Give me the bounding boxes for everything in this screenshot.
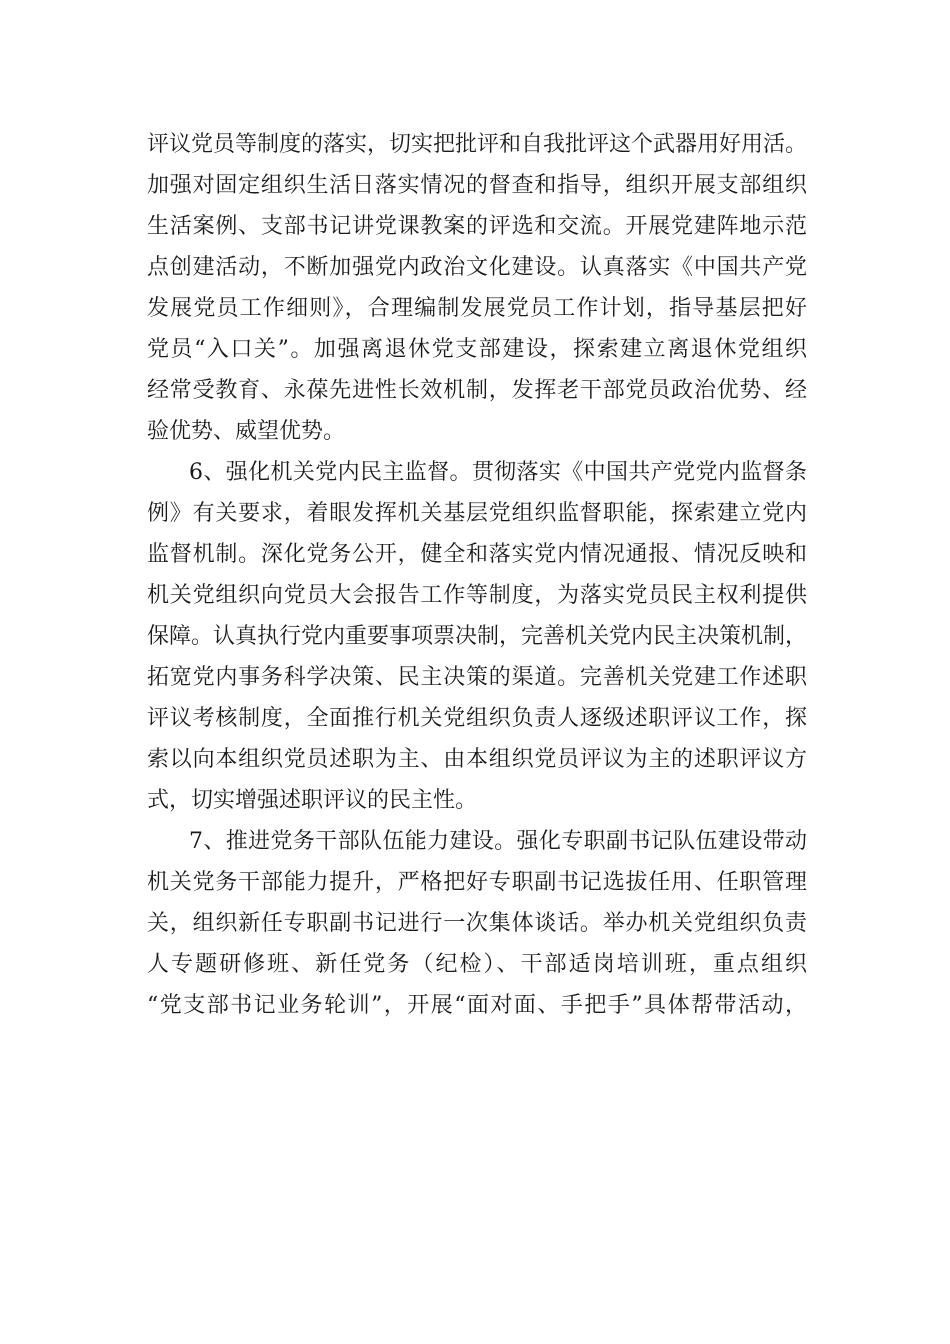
text-line: “党支部书记业务轮训”，开展“面对面、手把手”具体帮带活动，: [147, 993, 807, 1018]
text-line: 索以向本组织党员述职为主、由本组织党员评议为主的述职评议方: [147, 747, 807, 772]
text-line: 监督机制。深化党务公开，健全和落实党内情况通报、情况反映和: [147, 542, 807, 567]
text-line: 党员“入口关”。加强离退休党支部建设，探索建立离退休党组织: [147, 337, 807, 362]
text-line: 评议考核制度，全面推行机关党组织负责人逐级述职评议工作，探: [147, 706, 807, 731]
text-line: 拓宽党内事务科学决策、民主决策的渠道。完善机关党建工作述职: [147, 665, 807, 690]
paragraph-7-heading-line: 7、推进党务干部队伍能力建设。强化专职副书记队伍建设带动: [189, 829, 807, 854]
text-line: 经常受教育、永葆先进性长效机制，发挥老干部党员政治优势、经: [147, 378, 807, 403]
text-line: 点创建活动，不断加强党内政治文化建设。认真落实《中国共产党: [147, 255, 807, 280]
text-line: 人专题研修班、新任党务（纪检）、干部适岗培训班，重点组织: [147, 952, 807, 977]
paragraph-6-heading-line: 6、强化机关党内民主监督。贯彻落实《中国共产党党内监督条: [189, 460, 807, 485]
text-line: 关，组织新任专职副书记进行一次集体谈话。举办机关党组织负责: [147, 911, 807, 936]
text-line: 例》有关要求，着眼发挥机关基层党组织监督职能，探索建立党内: [147, 501, 807, 526]
text-line: 机关党组织向党员大会报告工作等制度，为落实党员民主权利提供: [147, 583, 807, 608]
text-line: 生活案例、支部书记讲党课教案的评选和交流。开展党建阵地示范: [147, 214, 807, 239]
text-line: 保障。认真执行党内重要事项票决制，完善机关党内民主决策机制，: [147, 624, 808, 649]
paragraph-end-line: 验优势、威望优势。: [147, 419, 346, 444]
text-line: 评议党员等制度的落实，切实把批评和自我批评这个武器用好用活。: [147, 132, 808, 157]
text-line: 发展党员工作细则》，合理编制发展党员工作计划，指导基层把好: [147, 296, 807, 321]
text-line: 加强对固定组织生活日落实情况的督查和指导，组织开展支部组织: [147, 173, 807, 198]
paragraph-end-line: 式，切实增强述职评议的民主性。: [147, 788, 478, 813]
text-line: 机关党务干部能力提升，严格把好专职副书记选拔任用、任职管理: [147, 870, 807, 895]
